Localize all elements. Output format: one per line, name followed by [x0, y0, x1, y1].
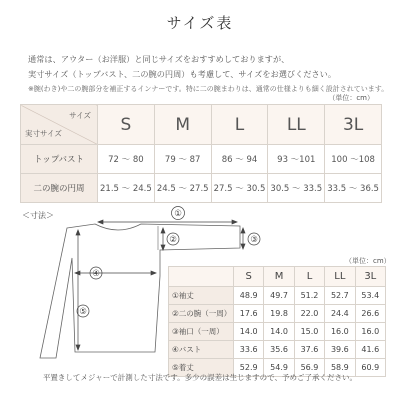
table-cell: 33.5 〜 36.5: [325, 174, 382, 203]
arrow-head: [161, 228, 165, 233]
table-cell: 41.6: [355, 341, 385, 359]
table-cell: 58.9: [325, 359, 355, 377]
arrow-head: [98, 220, 103, 224]
table-row: [169, 323, 386, 341]
arrow-head: [76, 230, 80, 235]
arrow-head: [241, 228, 245, 233]
table-cell: 53.4: [355, 287, 385, 305]
unit-label-top: （単位：cm）: [328, 94, 374, 102]
dimensions-label: ＜寸法＞: [22, 211, 54, 220]
table-cell: 86 〜 94: [211, 145, 268, 174]
table-cell: 93 〜101: [268, 145, 325, 174]
measure-header-m: M: [264, 267, 294, 287]
table-cell: 72 〜 80: [98, 145, 155, 174]
table-cell: 30.5 〜 33.5: [268, 174, 325, 203]
intro-line-2: 実寸サイズ（トップバスト、二の腕の円周）も考慮して、サイズをお選びください。: [28, 69, 337, 79]
measure-row-label: ④バスト: [169, 341, 234, 359]
measurement-corner-cell: [169, 267, 234, 287]
marker-5: ⑤: [79, 307, 87, 317]
table-cell: 22.0: [294, 305, 324, 323]
table-cell: 52.9: [234, 359, 264, 377]
table-cell: 35.6: [264, 341, 294, 359]
table-cell: 15.0: [294, 323, 324, 341]
table-cell: 39.6: [325, 341, 355, 359]
row-label-arm: 二の腕の円周: [21, 174, 98, 203]
table-cell: 52.7: [325, 287, 355, 305]
corner-size-label: サイズ: [69, 111, 91, 120]
size-header-3l: 3L: [325, 105, 382, 145]
measurement-header-row: [169, 267, 386, 287]
table-cell: 100 〜108: [325, 145, 382, 174]
measure-row-label: ②二の腕（一周）: [169, 305, 234, 323]
measure-row-label: ③袖口（一周）: [169, 323, 234, 341]
table-row: [169, 341, 386, 359]
table-cell: 17.6: [234, 305, 264, 323]
footer-note: 平置きしてメジャーで計測した寸法です。多少の誤差は生じますので、予めご了承ください。: [42, 373, 358, 382]
arrow-head: [75, 271, 80, 275]
size-header-s: S: [98, 105, 155, 145]
table-row: [169, 305, 386, 323]
arrow-head: [151, 271, 156, 275]
page-title: サイズ表: [166, 14, 234, 32]
size-header-ll: LL: [268, 105, 325, 145]
table-cell: 24.5 〜 27.5: [154, 174, 211, 203]
measure-header-s: S: [234, 267, 264, 287]
measure-header-3l: 3L: [355, 267, 385, 287]
table-cell: 14.0: [234, 323, 264, 341]
table-cell: 19.8: [264, 305, 294, 323]
table-cell: 37.6: [294, 341, 324, 359]
table-cell: 48.9: [234, 287, 264, 305]
intro-note: ※腕(わき)や二の腕部分を補正するインナーです。特に二の腕まわりは、通常の仕様よりも細く設計されています。: [28, 85, 389, 93]
table-cell: 26.6: [355, 305, 385, 323]
arrow-head: [241, 244, 245, 249]
table-cell: 56.9: [294, 359, 324, 377]
table-cell: 16.0: [325, 323, 355, 341]
measure-row-label: ①袖丈: [169, 287, 234, 305]
size-header-l: L: [211, 105, 268, 145]
table-cell: 51.2: [294, 287, 324, 305]
table-cell: 27.5 〜 30.5: [211, 174, 268, 203]
table-cell: 14.0: [264, 323, 294, 341]
measurement-table: [168, 266, 386, 377]
arrow-head: [161, 245, 165, 250]
table-cell: 54.9: [264, 359, 294, 377]
arrow-head: [232, 220, 237, 224]
table-cell: 16.0: [355, 323, 385, 341]
arrow-head: [76, 345, 80, 350]
measure-header-ll: LL: [325, 267, 355, 287]
measure-row-label: ⑤着丈: [169, 359, 234, 377]
table-cell: 79 〜 87: [154, 145, 211, 174]
intro-line-1: 通常は、アウター（お洋服）と同じサイズをおすすめしておりますが、: [28, 54, 290, 64]
corner-actual-label: 実寸サイズ: [25, 129, 62, 138]
marker-3: ③: [250, 235, 258, 245]
row-label-bust: トップバスト: [21, 145, 98, 174]
table-row: [169, 287, 386, 305]
marker-2: ②: [169, 235, 177, 245]
table-cell: 60.9: [355, 359, 385, 377]
table-cell: 21.5 〜 24.5: [98, 174, 155, 203]
unit-label-measure: （単位：cm）: [345, 257, 391, 265]
size-header-m: M: [154, 105, 211, 145]
measure-header-l: L: [294, 267, 324, 287]
table-cell: 24.4: [325, 305, 355, 323]
marker-1: ①: [174, 209, 182, 219]
table-cell: 33.6: [234, 341, 264, 359]
marker-4: ④: [92, 269, 100, 279]
table-cell: 49.7: [264, 287, 294, 305]
